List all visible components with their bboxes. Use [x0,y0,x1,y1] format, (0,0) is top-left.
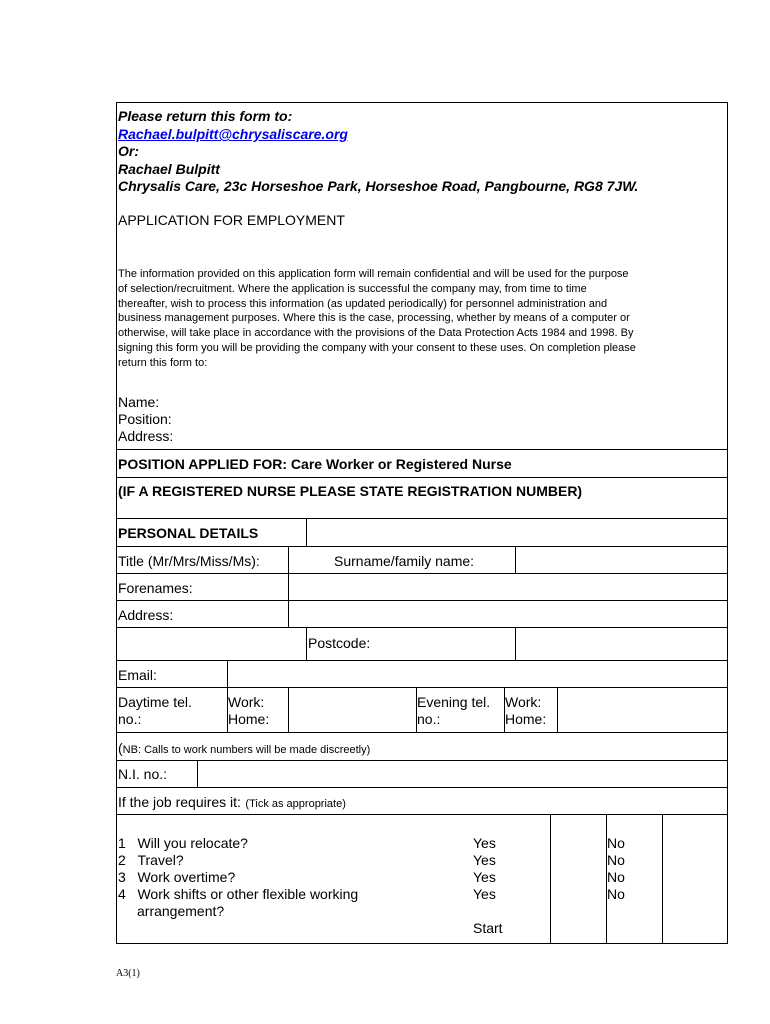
or-text: Or: [118,143,139,159]
cell-divider [662,814,663,944]
daytime-line: Daytime tel. [118,694,192,710]
daytime-tel-label [118,694,192,728]
work-label: Work: [505,694,542,710]
no-option[interactable]: No [607,869,625,885]
divider [116,627,728,628]
contact-name: Rachael Bulpitt [118,161,220,177]
privacy-line: return this form to: [118,356,208,369]
divider [116,760,728,761]
yes-option[interactable]: Yes [473,835,496,851]
daytime-line: no.: [118,711,142,727]
cell-divider [306,627,307,660]
privacy-line: thereafter, wish to process this information (as updated periodically) for personnel administration and [118,297,608,310]
divider [116,546,728,547]
forenames-label: Forenames: [118,580,193,596]
email-label: Email: [118,667,157,683]
cell-divider [515,627,516,660]
question-item: 2 Travel? [118,852,184,868]
job-requires-label: If the job requires it: [118,794,241,810]
evening-line: no.: [417,711,441,727]
return-instruction: Please return this form to: [118,108,293,124]
privacy-notice [118,267,730,371]
recipient-name-label: Name: [118,394,160,410]
job-requires [118,794,346,812]
question-item: 4 Work shifts or other flexible working [118,886,359,902]
recipient-address-label: Address: [118,428,174,444]
surname-label: Surname/family name: [334,553,475,569]
evening-line: Evening tel. [417,694,491,710]
no-option[interactable]: No [607,835,625,851]
title-label: Title (Mr/Mrs/Miss/Ms): [118,553,260,569]
no-option[interactable]: No [607,852,625,868]
divider [116,687,728,688]
work-label: Work: [228,694,265,710]
cell-divider [197,760,198,787]
nb-note [118,740,370,758]
privacy-line: The information provided on this application form will remain confidential and will be used for the purpose [118,268,629,280]
question-item: 1 Will you relocate? [118,835,248,851]
yes-option[interactable]: Yes [473,852,496,868]
form-border [116,102,728,944]
divider [116,732,728,733]
yes-column [473,835,503,937]
divider [116,449,728,450]
daytime-work-home-label [228,694,269,728]
divider [116,787,728,788]
privacy-line: signing this form you will be providing the company with your consent to these uses. On completion please [118,341,636,354]
question-continuation: arrangement? [137,903,225,919]
form-title: APPLICATION FOR EMPLOYMENT [118,212,345,228]
evening-tel-label [417,694,490,728]
cell-divider [557,687,558,732]
cell-divider [288,687,289,732]
divider [116,600,728,601]
evening-work-home-label [505,694,546,728]
postcode-label: Postcode: [308,635,371,651]
start-label: Start [473,920,503,936]
home-label: Home: [505,711,547,727]
email-link[interactable]: Rachael.bulpitt@chrysaliscare.org [118,126,348,142]
ni-label: N.I. no.: [118,766,168,782]
home-label: Home: [228,711,270,727]
privacy-line: of selection/recruitment. Where the application is successful the company may, from time to time [118,282,587,295]
spacer [473,903,503,920]
footer-code: A3(1) [116,968,140,979]
cell-divider [306,518,307,546]
divider [116,518,728,519]
nb-text: NB: Calls to work numbers will be made discreetly) [122,744,371,756]
question-item: 3 Work overtime? [118,869,236,885]
no-column [607,835,625,903]
contact-address: Chrysalis Care, 23c Horseshoe Park, Horseshoe Road, Pangbourne, RG8 7JW. [118,178,639,194]
registration-note: (IF A REGISTERED NURSE PLEASE STATE REGISTRATION NUMBER) [118,483,583,499]
cell-divider [288,546,289,627]
position-applied: POSITION APPLIED FOR: Care Worker or Registered Nurse [118,456,512,472]
privacy-line: business management purposes. Where this is the case, processing, whether by means of a computer or [118,312,630,325]
cell-divider [550,814,551,944]
yes-option[interactable]: Yes [473,886,496,902]
divider [116,660,728,661]
divider [116,573,728,574]
question-list [118,835,358,920]
yes-option[interactable]: Yes [473,869,496,885]
no-option[interactable]: No [607,886,625,902]
nb-paren: ( [118,740,123,756]
recipient-position-label: Position: [118,411,172,427]
address-label: Address: [118,607,174,623]
tick-note: (Tick as appropriate) [245,798,346,810]
divider [116,814,728,815]
personal-details-heading: PERSONAL DETAILS [118,525,259,541]
privacy-line: otherwise, will take place in accordance with the provisions of the Data Protection Acts 1984 and 1998. By [118,327,634,340]
cell-divider [515,546,516,573]
divider [116,477,728,478]
